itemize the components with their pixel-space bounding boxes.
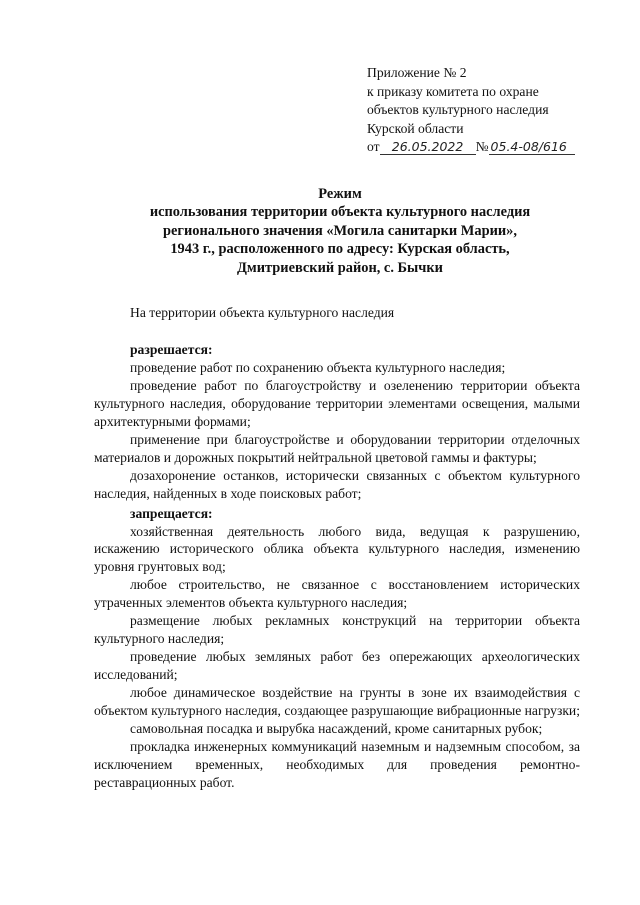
allowed-item: проведение работ по благоустройству и озеленению территории объекта культурного наследия, оборудование территории элементами освещения, малыми архитектурными формами; [94,377,580,429]
forbidden-item: прокладка инженерных коммуникаций наземным и надземным способом, за исключением временных, необходимых для проведения ремонтно-реставрационных работ. [94,738,580,790]
handwritten-date: 26.05.2022 [380,139,476,155]
regime-body [94,339,580,792]
forbidden-item: самовольная посадка и вырубка насаждений, кроме санитарных рубок; [130,721,543,737]
forbidden-item: проведение любых земляных работ без опережающих археологических исследований; [94,649,580,683]
forbidden-item: размещение любых рекламных конструкций на территории объекта культурного наследия; [94,613,580,647]
title-line-1: Режим [318,186,362,202]
annex-line-3: объектов культурного наследия [367,102,549,118]
annex-date-line [367,138,617,157]
annex-block [367,64,617,157]
title-line-5: Дмитриевский район, с. Бычки [237,259,443,276]
allowed-item: проведение работ по сохранению объекта культурного наследия; [130,359,506,375]
handwritten-order-number: 05.4-08/616 [489,139,575,155]
allowed-item: дозахоронение останков, исторически связанных с объектом культурного наследия, найденных в ходе поисковых работ; [94,467,580,501]
date-prefix: от [367,139,380,155]
forbidden-item: хозяйственная деятельность любого вида, ведущая к разрушению, искажению исторического облика объекта культурного наследия, изменению уровня грунтовых вод; [94,523,580,575]
intro-text: На территории объекта культурного наследия [130,305,395,320]
allowed-item: применение при благоустройстве и оборудовании территории отделочных материалов и дорожных покрытий нейтральной цветовой гаммы и фактуры; [94,431,580,465]
forbidden-item: любое динамическое воздействие на грунты в зоне их взаимодействия с объектом культурного наследия, создающее разрушающие вибрационные нагрузки; [94,685,580,719]
annex-line-2: к приказу комитета по охране [367,83,539,99]
title-line-2: использования территории объекта культурного наследия [149,204,531,221]
forbidden-heading: запрещается: [130,505,213,521]
title-line-3: регионального значения «Могила санитарки Марии», [163,222,517,239]
title-line-4: 1943 г., расположенного по адресу: Курская область, [170,241,510,258]
number-prefix: № [475,139,489,155]
forbidden-item: любое строительство, не связанное с восстановлением исторических утраченных элементов объекта культурного наследия; [94,577,580,611]
annex-line-1: Приложение № 2 [367,65,467,80]
allowed-heading: разрешается: [130,342,213,357]
document-title [100,185,580,277]
annex-line-4: Курской области [367,120,464,136]
